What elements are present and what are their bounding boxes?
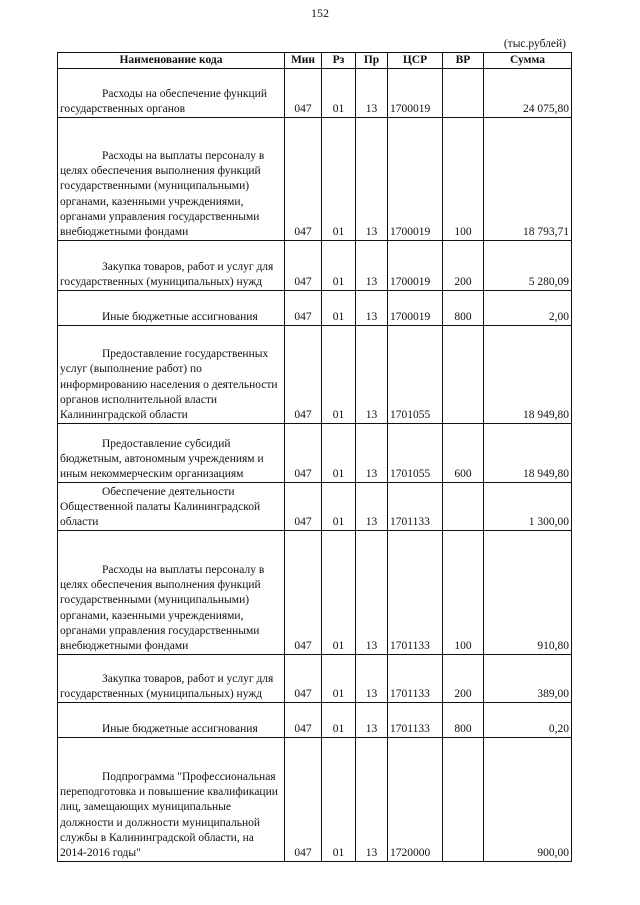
header-sum: Сумма (484, 53, 572, 69)
row-pr: 13 (356, 424, 388, 483)
row-pr: 13 (356, 655, 388, 703)
row-sum: 24 075,80 (484, 69, 572, 118)
row-rz: 01 (322, 291, 356, 326)
row-vr: 600 (443, 424, 484, 483)
row-sum: 1 300,00 (484, 483, 572, 531)
row-csr: 1701055 (388, 326, 443, 424)
row-rz: 01 (322, 241, 356, 291)
row-min: 047 (285, 241, 322, 291)
row-sum: 5 280,09 (484, 241, 572, 291)
budget-table (57, 52, 572, 862)
row-rz: 01 (322, 118, 356, 241)
row-min: 047 (285, 655, 322, 703)
row-name: Закупка товаров, работ и услуг для государственных (муниципальных) нужд (58, 241, 285, 291)
row-pr: 13 (356, 241, 388, 291)
row-min: 047 (285, 291, 322, 326)
row-pr: 13 (356, 118, 388, 241)
row-vr (443, 738, 484, 862)
row-rz: 01 (322, 69, 356, 118)
header-vr: ВР (443, 53, 484, 69)
row-min: 047 (285, 326, 322, 424)
row-csr: 1700019 (388, 69, 443, 118)
row-csr: 1701133 (388, 483, 443, 531)
row-vr: 100 (443, 531, 484, 655)
row-csr: 1701133 (388, 531, 443, 655)
unit-note: (тыс.рублей) (503, 38, 566, 50)
row-min: 047 (285, 69, 322, 118)
row-sum: 2,00 (484, 291, 572, 326)
header-name: Наименование кода (58, 53, 285, 69)
row-sum: 18 949,80 (484, 326, 572, 424)
row-pr: 13 (356, 291, 388, 326)
row-pr: 13 (356, 703, 388, 738)
row-csr: 1701133 (388, 655, 443, 703)
row-min: 047 (285, 483, 322, 531)
row-csr: 1700019 (388, 241, 443, 291)
row-csr: 1701133 (388, 703, 443, 738)
row-sum: 910,80 (484, 531, 572, 655)
row-rz: 01 (322, 738, 356, 862)
row-vr: 200 (443, 655, 484, 703)
row-name: Закупка товаров, работ и услуг для государственных (муниципальных) нужд (58, 655, 285, 703)
table-row (58, 738, 572, 862)
row-pr: 13 (356, 69, 388, 118)
table-row (58, 424, 572, 483)
row-csr: 1720000 (388, 738, 443, 862)
row-vr (443, 483, 484, 531)
header-min: Мин (285, 53, 322, 69)
row-vr: 800 (443, 291, 484, 326)
table-row (58, 118, 572, 241)
row-name: Иные бюджетные ассигнования (58, 291, 285, 326)
row-vr (443, 326, 484, 424)
row-rz: 01 (322, 424, 356, 483)
table-row (58, 531, 572, 655)
row-pr: 13 (356, 738, 388, 862)
row-rz: 01 (322, 531, 356, 655)
row-name: Предоставление субсидий бюджетным, автономным учреждениям и иным некоммерческим организациям (58, 424, 285, 483)
page-number: 152 (311, 6, 329, 20)
table-row (58, 291, 572, 326)
row-name: Обеспечение деятельности Общественной палаты Калининградской области (58, 483, 285, 531)
header-row (58, 53, 572, 69)
row-rz: 01 (322, 326, 356, 424)
row-vr: 200 (443, 241, 484, 291)
row-name: Расходы на выплаты персоналу в целях обеспечения выполнения функций государственными (муниципальными) органами, казенными учреждениями, органами управления государственными внебюджетными фондами (58, 531, 285, 655)
row-name: Подпрограмма "Профессиональная переподготовка и повышение квалификации лиц, замещающих муниципальные должности и должности муниципальной службы в Калининградской области, на 2014-2016 годы" (58, 738, 285, 862)
row-sum: 18 793,71 (484, 118, 572, 241)
row-rz: 01 (322, 655, 356, 703)
table-row (58, 69, 572, 118)
row-min: 047 (285, 738, 322, 862)
row-min: 047 (285, 703, 322, 738)
row-sum: 389,00 (484, 655, 572, 703)
table-row (58, 326, 572, 424)
table-row (58, 241, 572, 291)
row-pr: 13 (356, 483, 388, 531)
table-row (58, 483, 572, 531)
row-name: Расходы на обеспечение функций государственных органов (58, 69, 285, 118)
row-min: 047 (285, 424, 322, 483)
table-row (58, 703, 572, 738)
row-sum: 18 949,80 (484, 424, 572, 483)
row-name: Иные бюджетные ассигнования (58, 703, 285, 738)
row-csr: 1700019 (388, 291, 443, 326)
header-rz: Рз (322, 53, 356, 69)
row-pr: 13 (356, 326, 388, 424)
row-vr: 800 (443, 703, 484, 738)
row-sum: 900,00 (484, 738, 572, 862)
row-min: 047 (285, 118, 322, 241)
header-csr: ЦСР (388, 53, 443, 69)
row-name: Предоставление государственных услуг (выполнение работ) по информированию населения о деятельности органов исполнительной власти Калининградской области (58, 326, 285, 424)
row-min: 047 (285, 531, 322, 655)
row-name: Расходы на выплаты персоналу в целях обеспечения выполнения функций государственными (муниципальными) органами, казенными учреждениями, органами управления государственными внебюджетными фондами (58, 118, 285, 241)
row-pr: 13 (356, 531, 388, 655)
row-csr: 1700019 (388, 118, 443, 241)
row-csr: 1701055 (388, 424, 443, 483)
row-vr: 100 (443, 118, 484, 241)
row-sum: 0,20 (484, 703, 572, 738)
row-rz: 01 (322, 483, 356, 531)
header-pr: Пр (356, 53, 388, 69)
row-vr (443, 69, 484, 118)
row-rz: 01 (322, 703, 356, 738)
table-row (58, 655, 572, 703)
